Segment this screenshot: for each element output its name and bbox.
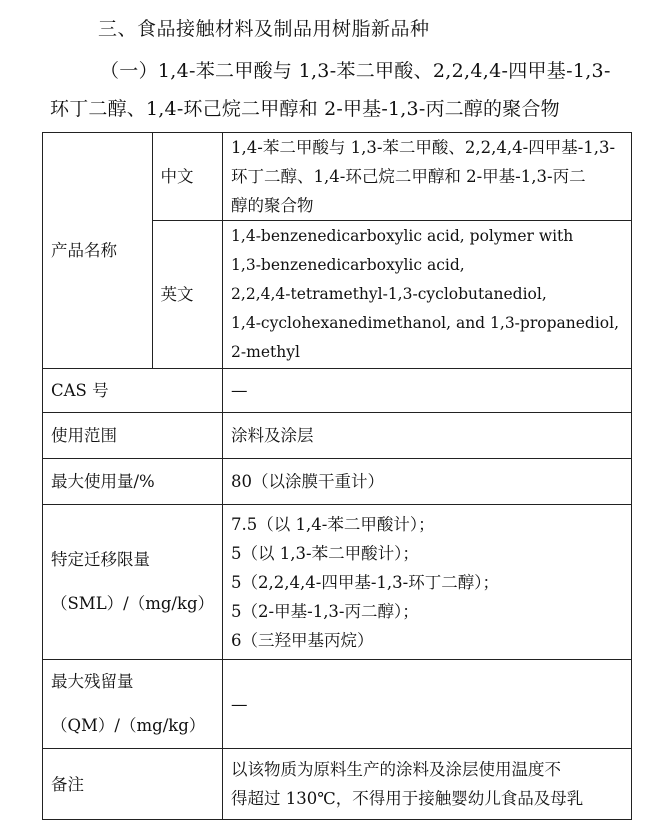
- substance-info-table: [42, 132, 632, 820]
- qm-label-line: （QM）/（mg/kg）: [51, 716, 206, 735]
- table-row-max-use: [43, 459, 632, 505]
- section-title: 三、食品接触材料及制品用树脂新品种: [98, 18, 430, 40]
- chinese-name-line: 环丁二醇、1,4-环己烷二甲醇和 2-甲基-1,3-丙二: [231, 167, 586, 186]
- sml-value-line: 5（2,2,4,4-四甲基-1,3-环丁二醇）；: [231, 572, 499, 592]
- english-label: 英文: [152, 221, 223, 369]
- chinese-name-line: 醇的聚合物: [231, 196, 314, 215]
- sml-value-line: 7.5（以 1,4-苯二甲酸计）；: [231, 514, 435, 534]
- english-name-line: 2-methyl: [231, 343, 300, 361]
- sml-value-cell: [223, 505, 632, 660]
- item-title-line-1: （一）1,4-苯二甲酸与 1,3-苯二甲酸、2,2,4,4-四甲基-1,3-: [100, 60, 611, 82]
- remarks-value-cell: [223, 749, 632, 820]
- sml-value-line: 5（以 1,3-苯二甲酸计）；: [231, 543, 419, 563]
- chinese-name-cell: [223, 133, 632, 221]
- usage-value: 涂料及涂层: [223, 413, 632, 459]
- cas-value: —: [223, 369, 632, 413]
- english-name-line: 2,2,4,4-tetramethyl-1,3-cyclobutanediol,: [231, 285, 547, 303]
- qm-label: [43, 660, 223, 749]
- sml-value-line: 6（三羟甲基丙烷）: [231, 630, 374, 650]
- qm-label-line: 最大残留量: [51, 672, 134, 691]
- qm-value: —: [223, 660, 632, 749]
- usage-label: 使用范围: [43, 413, 223, 459]
- sml-label-line: 特定迁移限量: [51, 550, 150, 569]
- sml-label-line: （SML）/（mg/kg）: [51, 594, 215, 613]
- sml-value-line: 5（2-甲基-1,3-丙二醇）；: [231, 601, 419, 621]
- item-title-line-2: 环丁二醇、1,4-环己烷二甲醇和 2-甲基-1,3-丙二醇的聚合物: [50, 98, 560, 120]
- english-name-line: 1,4-benzenedicarboxylic acid, polymer with: [231, 227, 574, 245]
- table-row-cas: [43, 369, 632, 413]
- table-row-usage: [43, 413, 632, 459]
- product-name-label: 产品名称: [43, 133, 153, 369]
- remarks-line: 得超过 130℃，不得用于接触婴幼儿食品及母乳: [231, 789, 584, 808]
- cas-label: CAS 号: [43, 369, 223, 413]
- table-row-remarks: [43, 749, 632, 820]
- english-name-line: 1,4-cyclohexanedimethanol, and 1,3-propanediol,: [231, 314, 620, 332]
- chinese-name-line: 1,4-苯二甲酸与 1,3-苯二甲酸、2,2,4,4-四甲基-1,3-: [231, 138, 616, 157]
- chinese-label: 中文: [152, 133, 223, 221]
- table-row-qm: [43, 660, 632, 749]
- max-use-value: 80（以涂膜干重计）: [223, 459, 632, 505]
- table-row-chinese-name: [43, 133, 632, 221]
- remarks-line: 以该物质为原料生产的涂料及涂层使用温度不: [231, 760, 562, 779]
- sml-label: [43, 505, 223, 660]
- table-row-sml: [43, 505, 632, 660]
- remarks-label: 备注: [43, 749, 223, 820]
- max-use-label: 最大使用量/%: [43, 459, 223, 505]
- english-name-cell: [223, 221, 632, 369]
- english-name-line: 1,3-benzenedicarboxylic acid,: [231, 256, 465, 274]
